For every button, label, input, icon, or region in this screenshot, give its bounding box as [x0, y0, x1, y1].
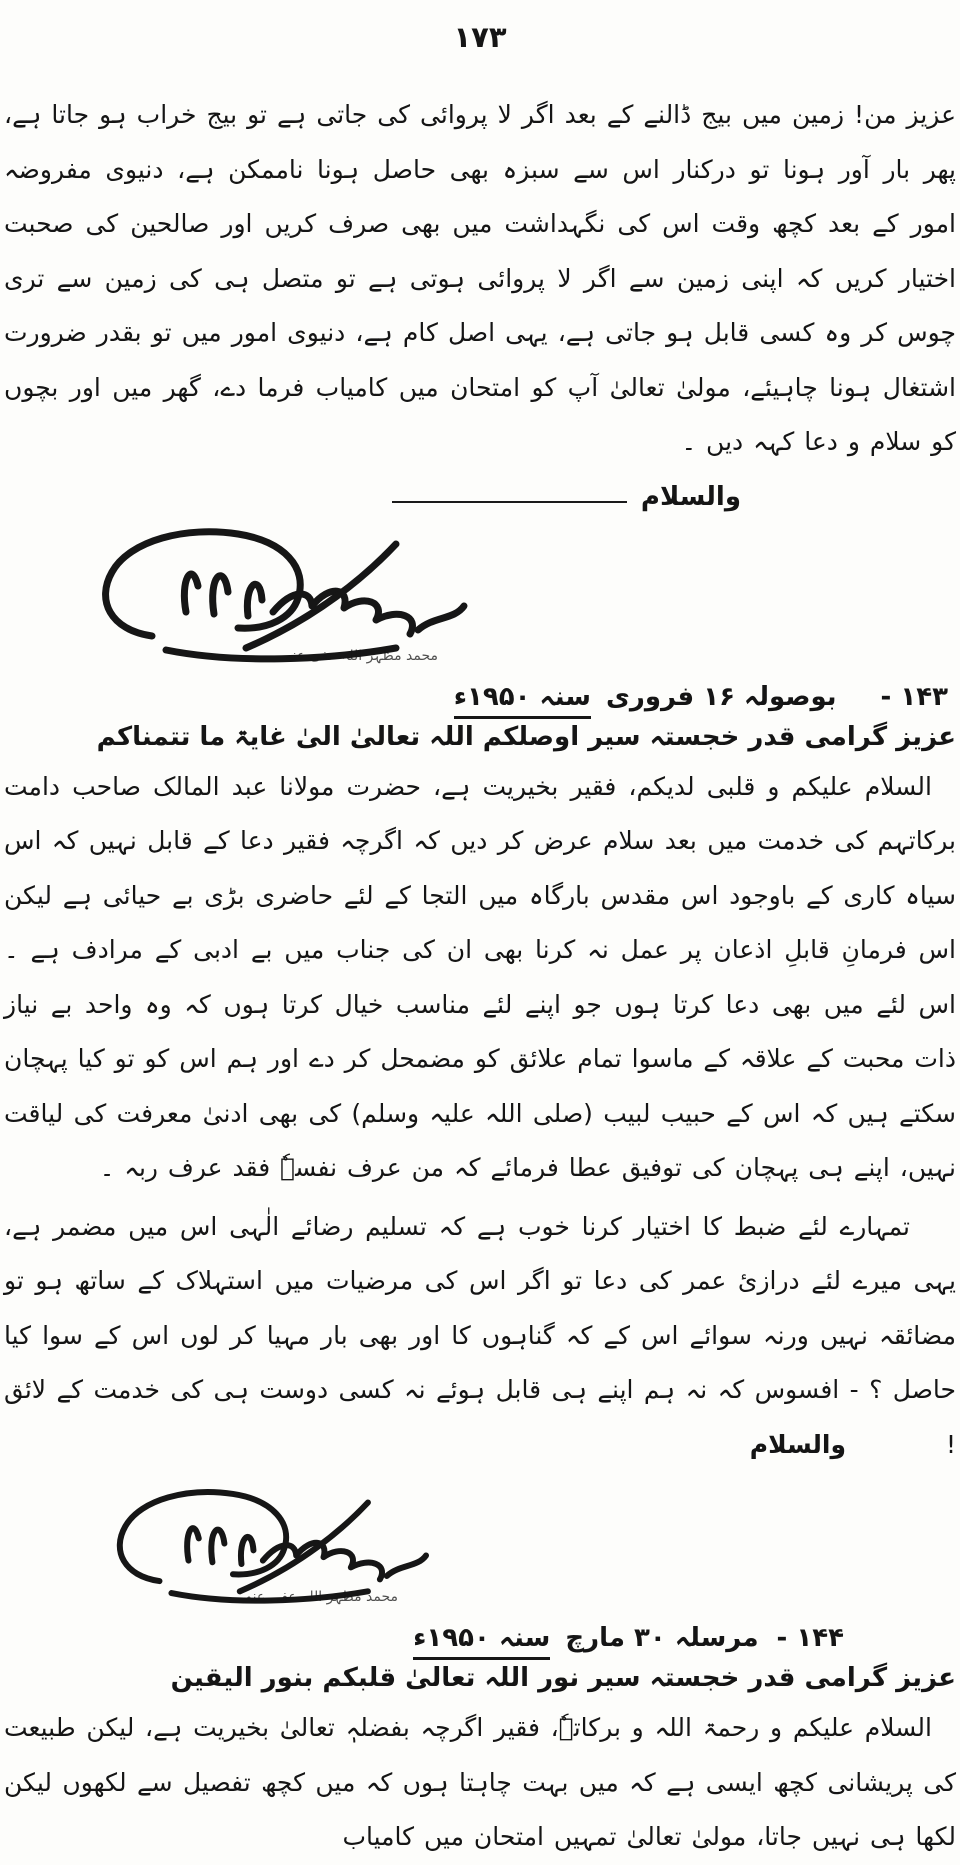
valediction-text: والسلام [640, 481, 741, 512]
letter-144-date-text: مرسلہ ۳۰ مارچ [565, 1623, 759, 1653]
letter-143-salutation: عزیز گرامی قدر خجستہ سیر اوصلکم اللہ تعالیٰ الیٰ غایۃ ما تتمناکم [96, 721, 956, 752]
letter-142-valediction [4, 482, 956, 512]
signature-reading: محمد مظہر اللہ عفی عنہ [244, 1589, 398, 1605]
signature-stamp-143 [86, 1480, 438, 1607]
signature-stamp-142 [66, 518, 478, 666]
letter-143-date-text: بوصولہ ۱۶ فروری [606, 681, 837, 712]
valediction-rule [392, 501, 627, 503]
letter-143-number: ۱۴۳ - [880, 681, 948, 712]
scanned-letter-page [0, 20, 960, 1865]
page-number: ۱۷۳ [453, 20, 507, 54]
letter-143-date [454, 682, 837, 712]
signature-reading: محمد مظہر اللہ عفی عنہ [284, 647, 438, 664]
letter-144-body-text: السلام علیکم و رحمۃ اللہ و برکاتہٗ، فقیر اگرچہ بفضلہٖ تعالیٰ بخیریت ہے، لیکن طبیعت کی پریشانی کچھ ایسی ہے کہ میں بہت چاہتا ہوں کہ میں کچھ تفصیل سے لکھوں لیکن لکھا ہی نہیں جاتا، مولیٰ تعالیٰ تمہیں امتحان میں کامیاب [4, 1713, 956, 1851]
letter-143-heading [4, 682, 956, 712]
letter-144-year: سنہ ۱۹۵۰ء [413, 1623, 550, 1660]
letter-143-body-2-text: تمہارے لئے ضبط کا اختیار کرنا خوب ہے کہ تسلیم رضائے الٰہی اس میں مضمر ہے، یہی میرے لئے درازیٔ عمر کی دعا تو اگر اس کی مرضیات میں استہلاک کے ساتھ ہو تو مضائقہ نہیں ورنہ سوائے اس کے کہ گناہوں کا اور بھی بار مہیا کر لوں اس کے سوا کیا حاصل ؟ - افسوس کہ نہ ہم اپنے ہی قابل ہوئے نہ کسی دوست ہی کی خدمت کے لائق ! [4, 1211, 956, 1459]
letter-144-heading [4, 1623, 956, 1653]
letter-143-body-text: السلام علیکم و قلبی لدیکم، فقیر بخیریت ہے، حضرت مولانا عبد المالک صاحب دامت برکاتہم کی خدمت میں بعد سلام عرض کر دیں کہ اگرچہ فقیر دعا کے قابل نہیں کہ اس سیاہ کاری کے باوجود اس مقدس بارگاہ میں التجا کے لئے حاضری بڑی بے حیائی ہے لیکن اس فرمانِ قابلِ اذعان پر عمل نہ کرنا بھی ان کی جناب میں بے ادبی کے مرادف ہے ۔ اس لئے میں بھی دعا کرتا ہوں جو اپنے لئے مناسب خیال کرتا ہوں کہ وہ واحد بے نیاز ذات محبت کے علاقہ کے ماسوا تمام علائق کو مضمحل کر دے اور ہم اس کو تو کیا پہچان سکتے ہیں کہ اس کے حبیب لبیب (صلی اللہ علیہ وسلم) کی بھی ادنیٰ معرفت کی لیاقت نہیں، اپنے ہی پہچان کی توفیق عطا فرمائے کہ من عرف نفسہٗ فقد عرف ربہ ۔ [4, 771, 956, 1182]
signature-flourish-icon [66, 518, 478, 666]
letter-143-year: سنہ ۱۹۵۰ء [454, 682, 591, 719]
letter-143-body-2 [4, 1200, 956, 1473]
signature-flourish-icon [86, 1480, 438, 1607]
letter-142-body-text: عزیز من! زمین میں بیج ڈالنے کے بعد اگر لا پروائی کی جاتی ہے تو بیج خراب ہو جاتا ہے، پھر بار آور ہونا تو درکنار اس سے سبزہ بھی حاصل ہونا ناممکن ہے، دنیوی مفروضہ امور کے بعد کچھ وقت اس کی نگہداشت میں بھی صرف کریں اور صالحین کی صحبت اختیار کریں کہ اپنی زمین سے اگر لا پروائی ہوتی ہے تو متصل ہی کی زمین سے تری چوس کر وہ کسی قابل ہو جاتی ہے، یہی اصل کام ہے، دنیوی امور میں تو بقدر ضرورت اشتغال ہونا چاہیئے، مولیٰ تعالیٰ آپ کو امتحان میں کامیاب فرما دے، گھر میں اور بچوں کو سلام و دعا کہہ دیں ۔ [4, 100, 956, 456]
letter-143-valediction: والسلام [749, 1429, 847, 1459]
letter-144-salutation: عزیز گرامی قدر خجستہ سیر نور اللہ تعالیٰ قلبکم بنور الیقین [170, 1663, 956, 1693]
letter-144-date [413, 1623, 758, 1653]
letter-144-number: ۱۴۴ - [776, 1623, 844, 1653]
